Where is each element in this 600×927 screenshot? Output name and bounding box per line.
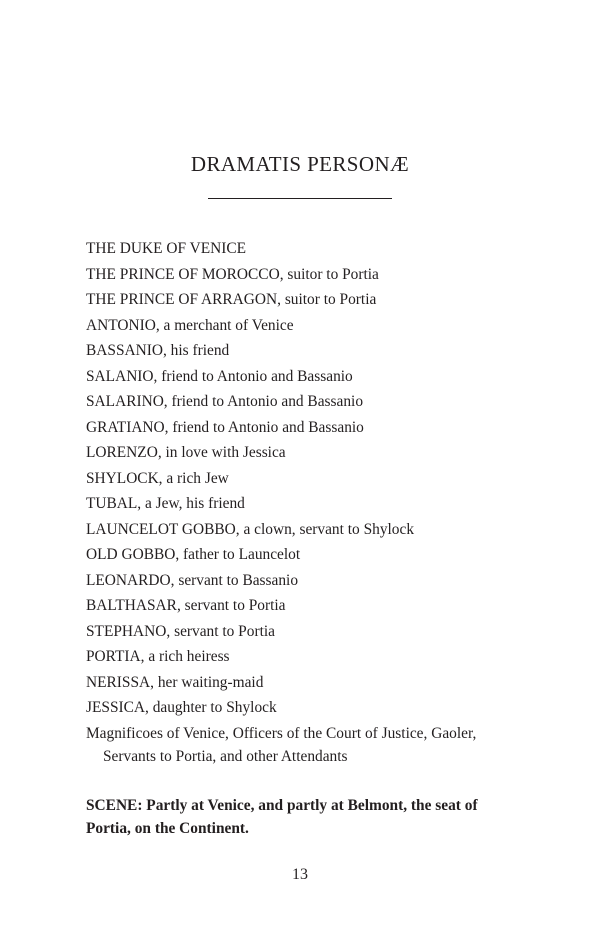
cast-entry: SHYLOCK, a rich Jew <box>86 469 229 487</box>
cast-entry: PORTIA, a rich heiress <box>86 648 230 665</box>
cast-entry: JESSICA, daughter to Shylock <box>86 699 277 716</box>
cast-entry: LEONARDO, servant to Bassanio <box>86 571 299 589</box>
cast-entry: NERISSA, her waiting-maid <box>86 673 264 691</box>
cast-entry: OLD GOBBO, father to Launcelot <box>86 546 301 563</box>
cast-entry-attendants: Magnificoes of Venice, Officers of the Court of Justice, Gaoler, Servants to Portia, and other Attendants <box>86 724 477 765</box>
cast-entry: LAUNCELOT GOBBO, a clown, servant to Shylock <box>86 520 415 538</box>
cast-entry: BALTHASAR, servant to Portia <box>86 597 286 614</box>
title-rule <box>208 198 392 199</box>
scene-description: SCENE: Partly at Venice, and partly at Belmont, the seat of Portia, on the Continent. <box>86 797 478 837</box>
cast-entry: THE PRINCE OF MOROCCO, suitor to Portia <box>86 265 379 283</box>
cast-entry: ANTONIO, a merchant of Venice <box>86 316 294 334</box>
cast-entry: TUBAL, a Jew, his friend <box>86 495 245 512</box>
page-title: DRAMATIS PERSONÆ <box>190 152 410 176</box>
page-number: 13 <box>292 866 308 883</box>
cast-entry: STEPHANO, servant to Portia <box>86 622 275 640</box>
cast-entry: SALANIO, friend to Antonio and Bassanio <box>86 367 353 385</box>
cast-list <box>86 236 516 768</box>
cast-entry: SALARINO, friend to Antonio and Bassanio <box>86 393 364 410</box>
cast-entry: BASSANIO, his friend <box>86 342 230 359</box>
cast-entry: THE PRINCE OF ARRAGON, suitor to Portia <box>86 291 377 308</box>
cast-entry: THE DUKE OF VENICE <box>86 240 247 257</box>
cast-entry: GRATIANO, friend to Antonio and Bassanio <box>86 418 364 436</box>
cast-entry: LORENZO, in love with Jessica <box>86 444 286 461</box>
